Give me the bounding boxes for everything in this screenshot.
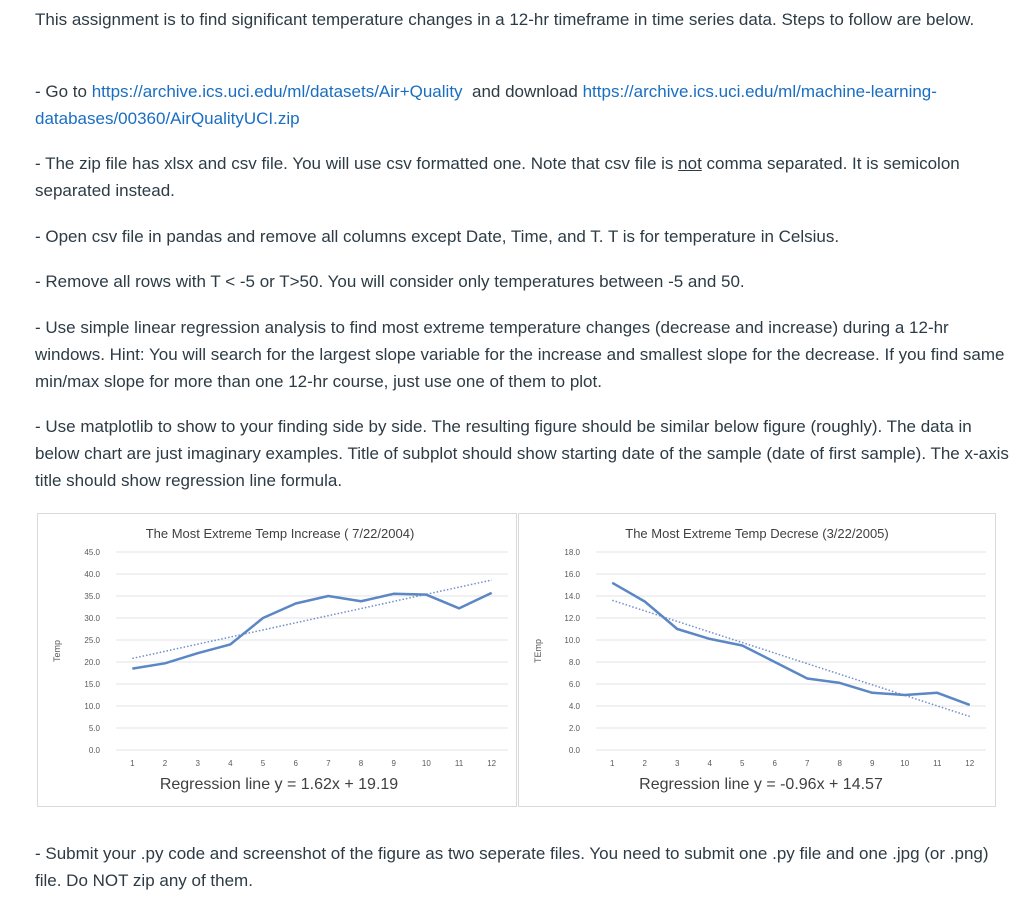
- step-matplotlib-text: - Use matplotlib to show to your finding side by side. The resulting figure should be similar below figure (roughly). The data in below chart are just imaginary examples. Title of subplot should show starting date of the sample (date of first sample). The x-axis title should show regression line formula.: [35, 417, 1009, 490]
- y-axis-label: Temp: [52, 639, 62, 663]
- dataset-link[interactable]: https://archive.ics.uci.edu/ml/datasets/Air+Quality: [91, 82, 463, 101]
- y-tick-label: 0.0: [88, 746, 100, 755]
- x-tick-label: 9: [391, 759, 396, 768]
- intro-paragraph: [35, 6, 1010, 33]
- series-line: [132, 593, 491, 669]
- step-download-prefix: - Go to: [35, 82, 92, 101]
- y-tick-label: 20.0: [84, 658, 100, 667]
- x-axis-label: Regression line y = 1.62x + 19.19: [159, 776, 399, 793]
- x-tick-label: 3: [675, 759, 680, 768]
- y-tick-label: 16.0: [564, 570, 580, 579]
- step-pandas-text: - Open csv file in pandas and remove all columns except Date, Time, and T. T is for temperature in Celsius.: [35, 227, 840, 246]
- x-tick-label: 7: [805, 759, 810, 768]
- step-pandas-paragraph: [35, 223, 1010, 250]
- x-tick-label: 11: [454, 759, 464, 768]
- y-tick-label: 2.0: [568, 724, 580, 733]
- x-axis-label: Regression line y = -0.96x + 14.57: [639, 776, 883, 793]
- y-tick-label: 30.0: [84, 614, 100, 623]
- chart-title: The Most Extreme Temp Increase ( 7/22/2004): [145, 526, 415, 541]
- y-tick-label: 35.0: [84, 592, 100, 601]
- step-zip-after: comma separated. It is semicolon separated instead.: [35, 154, 960, 200]
- series-line: [612, 583, 970, 705]
- x-tick-label: 12: [487, 759, 497, 768]
- y-tick-label: 18.0: [564, 548, 580, 557]
- step-zip-paragraph: [35, 150, 1010, 204]
- y-tick-label: 40.0: [84, 570, 100, 579]
- chart-title: The Most Extreme Temp Decrese (3/22/2005): [625, 526, 889, 541]
- x-tick-label: 10: [900, 759, 910, 768]
- y-tick-label: 0.0: [568, 746, 580, 755]
- step-submit-text: - Submit your .py code and screenshot of the figure as two seperate files. You need to submit one .py file and one .jpg (or .png) file. Do NOT zip any of them.: [35, 844, 989, 890]
- x-tick-label: 12: [965, 759, 975, 768]
- intro-text: This assignment is to find significant temperature changes in a 12-hr timeframe in time series data. Steps to follow are below.: [35, 10, 975, 29]
- x-tick-label: 5: [740, 759, 745, 768]
- step-matplotlib-paragraph: [35, 413, 1010, 494]
- step-download-middle: and download: [462, 82, 583, 101]
- step-download-paragraph: [35, 78, 1010, 132]
- x-tick-label: 6: [293, 759, 298, 768]
- x-tick-label: 2: [162, 759, 168, 768]
- y-tick-label: 6.0: [568, 680, 580, 689]
- step-filter-text: - Remove all rows with T < -5 or T>50. You will consider only temperatures between -5 and 50.: [35, 272, 745, 291]
- y-tick-label: 5.0: [88, 724, 100, 733]
- y-tick-label: 10.0: [84, 702, 100, 711]
- trendline: [132, 580, 491, 658]
- zip-download-link[interactable]: https://archive.ics.uci.edu/ml/machine-learning-databases/00360/AirQualityUCI.zip: [35, 82, 937, 128]
- step-regression-text: - Use simple linear regression analysis to find most extreme temperature changes (decrease and increase) during a 12-hr windows. Hint: You will search for the largest slope variable for the increase and smallest slope for the decrease. If you find same min/max slope for more than one 12-hr course, just use one of them to plot.: [35, 318, 1005, 391]
- step-filter-paragraph: [35, 268, 1010, 295]
- y-tick-label: 25.0: [84, 636, 100, 645]
- x-tick-label: 10: [421, 759, 431, 768]
- x-tick-label: 8: [837, 759, 842, 768]
- x-tick-label: 8: [358, 759, 364, 768]
- decrease-chart: [518, 513, 996, 807]
- y-tick-label: 12.0: [564, 614, 580, 623]
- increase-chart-svg: [38, 514, 516, 806]
- x-tick-label: 6: [772, 759, 777, 768]
- y-tick-label: 8.0: [568, 658, 580, 667]
- x-tick-label: 1: [130, 759, 135, 768]
- y-tick-label: 15.0: [84, 680, 100, 689]
- y-tick-label: 4.0: [568, 702, 580, 711]
- increase-chart: [37, 513, 517, 807]
- x-tick-label: 11: [933, 759, 942, 768]
- y-tick-label: 10.0: [564, 636, 580, 645]
- step-regression-paragraph: [35, 314, 1010, 395]
- x-tick-label: 4: [707, 759, 712, 768]
- y-axis-label: TEmp: [533, 638, 543, 664]
- y-tick-label: 45.0: [84, 548, 100, 557]
- y-tick-label: 14.0: [564, 592, 580, 601]
- x-tick-label: 1: [610, 759, 615, 768]
- step-submit-paragraph: [35, 840, 1010, 894]
- x-tick-label: 4: [228, 759, 233, 768]
- step-zip-before: - The zip file has xlsx and csv file. You will use csv formatted one. Note that csv file is: [35, 154, 679, 173]
- x-tick-label: 9: [870, 759, 875, 768]
- x-tick-label: 3: [195, 759, 200, 768]
- step-zip-underlined: not: [678, 154, 702, 173]
- x-tick-label: 5: [260, 759, 266, 768]
- x-tick-label: 7: [326, 759, 331, 768]
- x-tick-label: 2: [642, 759, 647, 768]
- decrease-chart-svg: [519, 514, 995, 806]
